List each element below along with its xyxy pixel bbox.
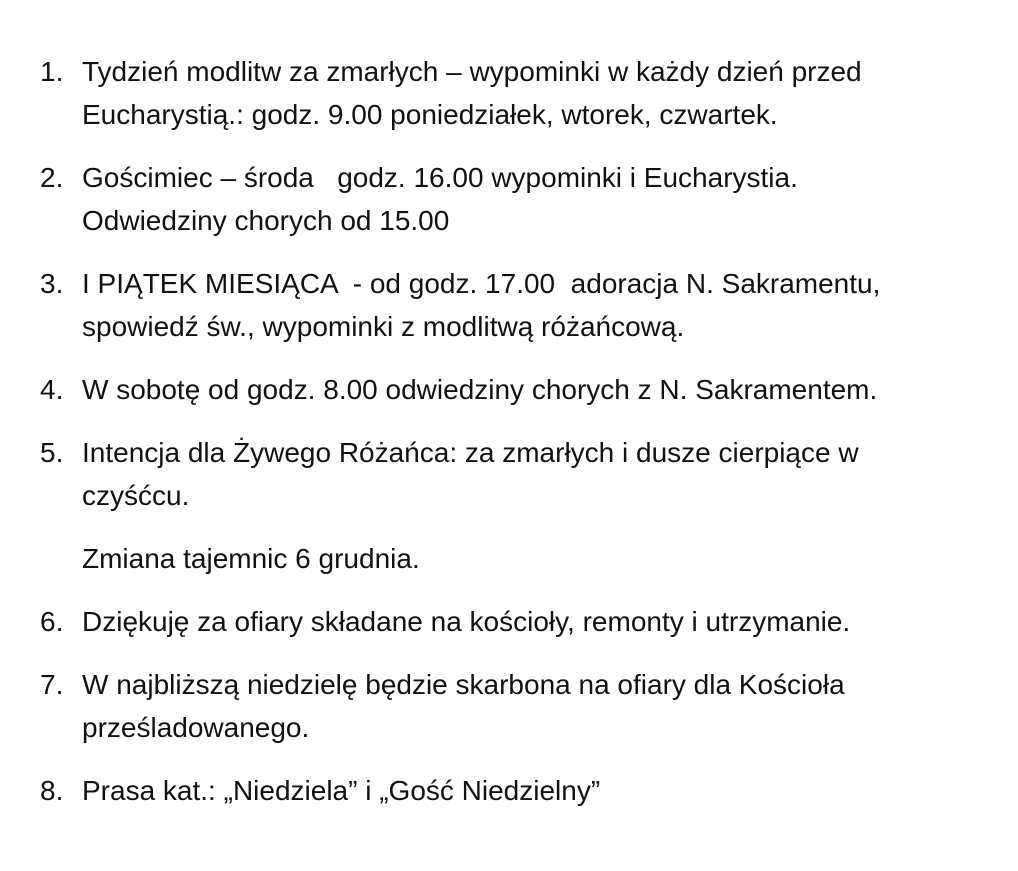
item-text: W najbliższą niedzielę będzie skarbona na ofiary dla Kościoła bbox=[82, 669, 845, 700]
item-number: 6. bbox=[40, 606, 64, 637]
item-number: 3. bbox=[40, 268, 64, 299]
item-text: Prasa kat.: „Niedziela” i „Gość Niedzielny” bbox=[82, 775, 601, 806]
item-note: Zmiana tajemnic 6 grudnia. bbox=[82, 543, 420, 574]
item-text: spowiedź św., wypominki z modlitwą różańcową. bbox=[82, 311, 685, 342]
item-text: Tydzień modlitw za zmarłych – wypominki w każdy dzień przed bbox=[82, 56, 862, 87]
list-item bbox=[0, 156, 1018, 242]
list-item bbox=[0, 431, 1018, 580]
item-text: Intencja dla Żywego Różańca: za zmarłych i dusze cierpiące w bbox=[82, 437, 859, 468]
announcements-list bbox=[0, 50, 1018, 832]
item-number: 7. bbox=[40, 669, 64, 700]
item-text: Eucharystią.: godz. 9.00 poniedziałek, wtorek, czwartek. bbox=[82, 99, 778, 130]
list-item bbox=[0, 769, 1018, 812]
item-number: 5. bbox=[40, 437, 64, 468]
list-item bbox=[0, 368, 1018, 411]
list-item bbox=[0, 262, 1018, 348]
item-number: 1. bbox=[40, 56, 64, 87]
item-text: Dziękuję za ofiary składane na kościoły, remonty i utrzymanie. bbox=[82, 606, 851, 637]
item-text: Gościmiec – środa godz. 16.00 wypominki i Eucharystia. bbox=[82, 162, 798, 193]
list-item bbox=[0, 50, 1018, 136]
list-item bbox=[0, 600, 1018, 643]
item-number: 4. bbox=[40, 374, 64, 405]
list-item bbox=[0, 663, 1018, 749]
item-text: czyśćcu. bbox=[82, 480, 190, 511]
item-text: prześladowanego. bbox=[82, 712, 310, 743]
item-text: Odwiedziny chorych od 15.00 bbox=[82, 205, 450, 236]
item-text: I PIĄTEK MIESIĄCA - od godz. 17.00 adoracja N. Sakramentu, bbox=[82, 268, 881, 299]
item-number: 8. bbox=[40, 775, 64, 806]
item-text: W sobotę od godz. 8.00 odwiedziny chorych z N. Sakramentem. bbox=[82, 374, 878, 405]
item-number: 2. bbox=[40, 162, 64, 193]
